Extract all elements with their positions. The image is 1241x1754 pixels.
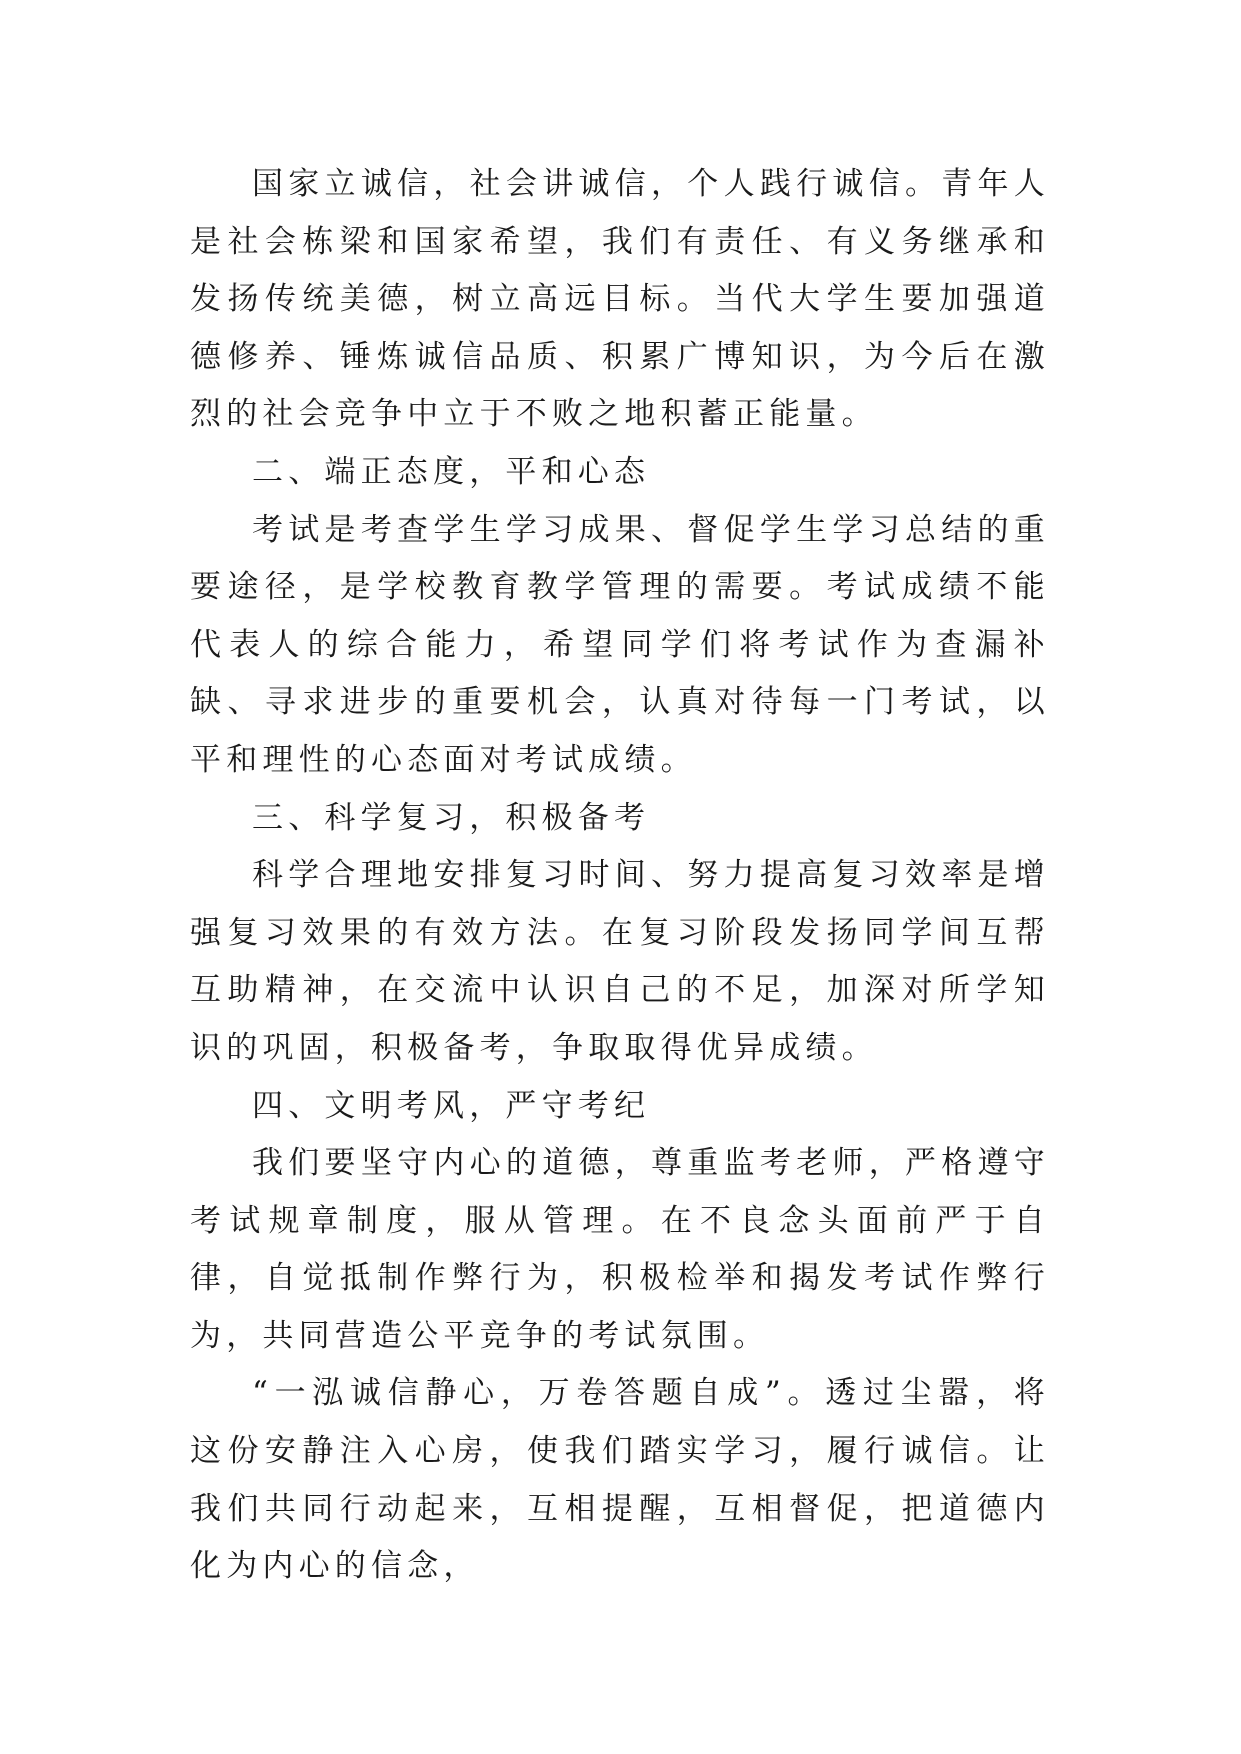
section-heading-attitude: 二、端正态度，平和心态 <box>252 453 651 490</box>
paragraph-closing: “一泓诚信静心，万卷答题自成”。透过尘嚣，将这份安静注入心房，使我们踏实学习，履行诚信。让我们共同行动起来，互相提醒，互相督促，把道德内化为内心的信念， <box>190 1375 1050 1585</box>
paragraph-discipline: 我们要坚守内心的道德，尊重监考老师，严格遵守考试规章制度，服从管理。在不良念头面前严于自律，自觉抵制作弊行为，积极检举和揭发考试作弊行为，共同营造公平竞争的考试氛围。 <box>190 1145 1050 1354</box>
paragraph-attitude: 考试是考查学生学习成果、督促学生学习总结的重要途径，是学校教育教学管理的需要。考试成绩不能代表人的综合能力，希望同学们将考试作为查漏补缺、寻求进步的重要机会，认真对待每一门考试，以平和理性的心态面对考试成绩。 <box>190 511 1050 778</box>
paragraph-integrity: 国家立诚信，社会讲诚信，个人践行诚信。青年人是社会栋梁和国家希望，我们有责任、有义务继承和发扬传统美德，树立高远目标。当代大学生要加强道德修养、锤炼诚信品质、积累广博知识，为今后在激烈的社会竞争中立于不败之地积蓄正能量。 <box>190 166 1050 433</box>
document-body <box>190 156 1050 1596</box>
section-heading-discipline: 四、文明考风，严守考纪 <box>252 1087 651 1124</box>
paragraph-review: 科学合理地安排复习时间、努力提高复习效率是增强复习效果的有效方法。在复习阶段发扬同学间互帮互助精神，在交流中认识自己的不足，加深对所学知识的巩固，积极备考，争取取得优异成绩。 <box>190 857 1050 1066</box>
section-heading-review: 三、科学复习，积极备考 <box>252 799 651 836</box>
